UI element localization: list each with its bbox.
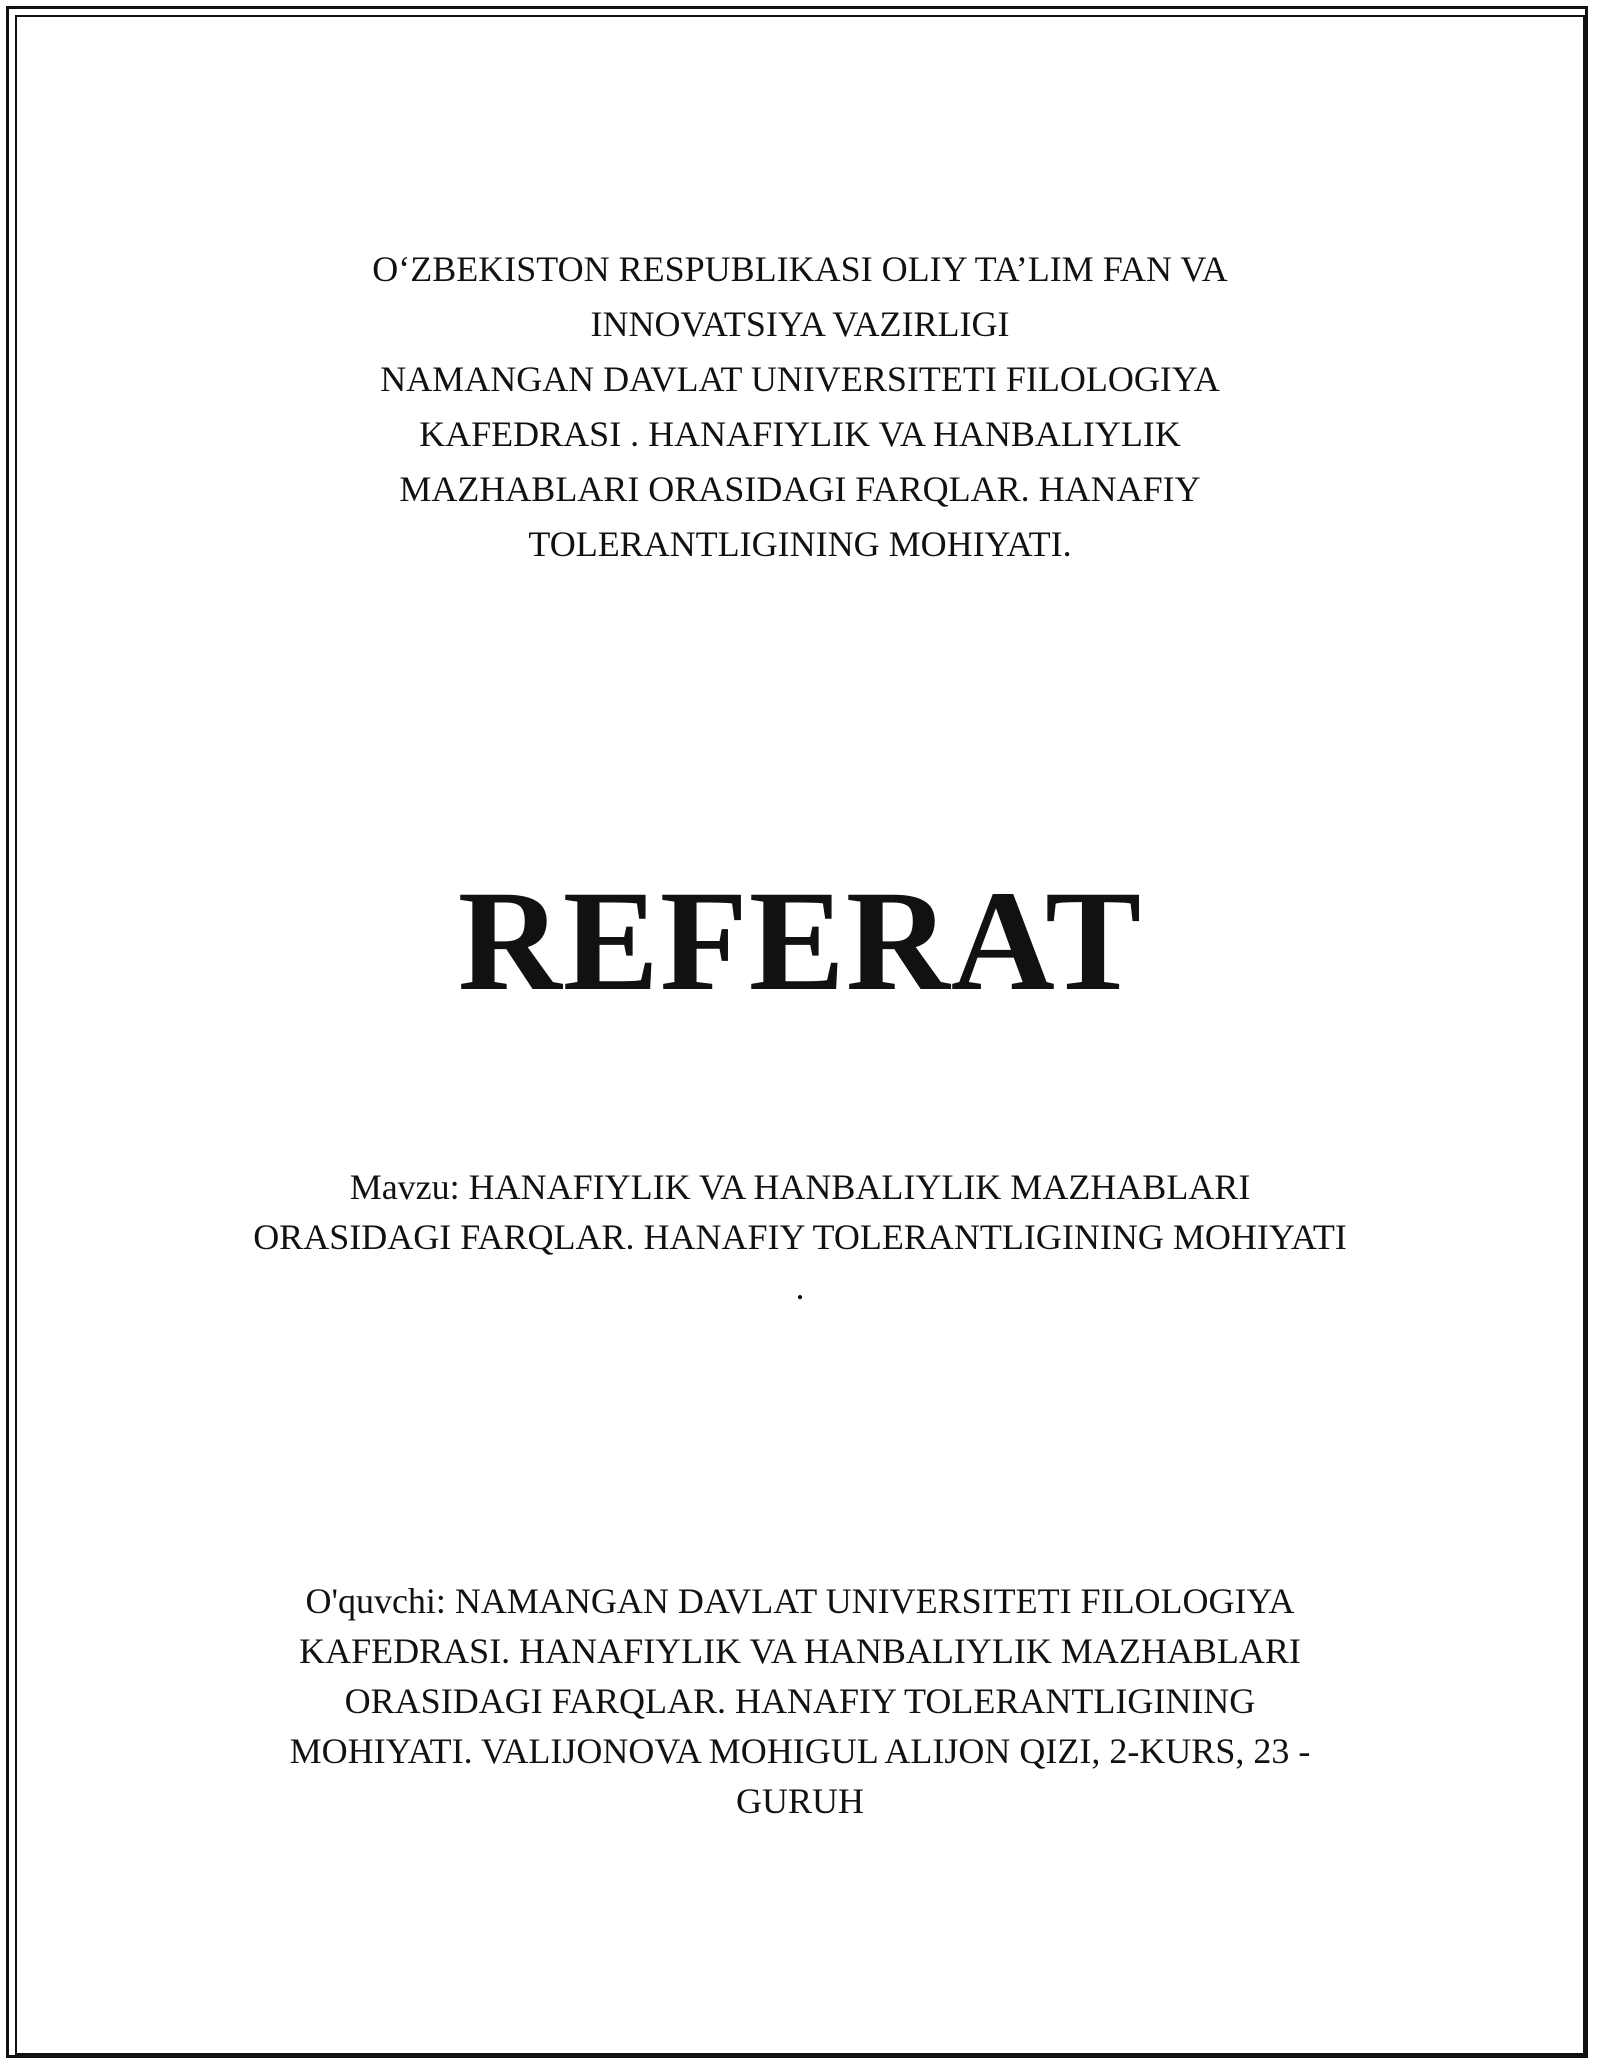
ministry-header	[200, 242, 1400, 572]
student-line: KAFEDRASI. HANAFIYLIK VA HANBALIYLIK MAZHABLARI	[299, 1631, 1301, 1671]
header-line: MAZHABLARI ORASIDAGI FARQLAR. HANAFIY	[399, 469, 1201, 509]
topic-section	[200, 1162, 1400, 1312]
topic-line: .	[795, 1267, 805, 1307]
student-line: MOHIYATI. VALIJONOVA MOHIGUL ALIJON QIZI, 2-KURS, 23 -	[289, 1731, 1311, 1771]
topic-line: Mavzu: HANAFIYLIK VA HANBALIYLIK MAZHABLARI	[349, 1167, 1251, 1207]
student-line: ORASIDAGI FARQLAR. HANAFIY TOLERANTLIGINING	[344, 1681, 1256, 1721]
header-line: KAFEDRASI . HANAFIYLIK VA HANBALIYLIK	[419, 414, 1181, 454]
student-line: O'quvchi: NAMANGAN DAVLAT UNIVERSITETI FILOLOGIYA	[305, 1581, 1295, 1621]
topic-line: ORASIDAGI FARQLAR. HANAFIY TOLERANTLIGINING MOHIYATI	[253, 1217, 1347, 1257]
student-section	[200, 1576, 1400, 1826]
student-line: GURUH	[735, 1781, 864, 1821]
header-line: NAMANGAN DAVLAT UNIVERSITETI FILOLOGIYA	[380, 359, 1220, 399]
document-title: REFERAT	[457, 862, 1143, 1021]
header-line: INNOVATSIYA VAZIRLIGI	[590, 304, 1010, 344]
header-line: O‘ZBEKISTON RESPUBLIKASI OLIY TA’LIM FAN VA	[372, 249, 1228, 289]
header-line: TOLERANTLIGINING MOHIYATI.	[528, 524, 1072, 564]
